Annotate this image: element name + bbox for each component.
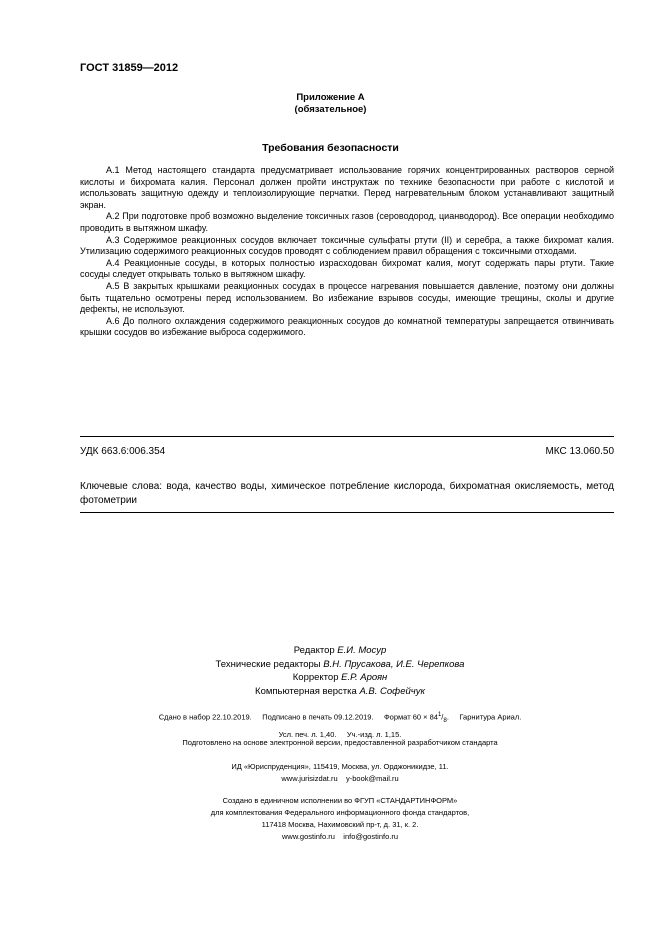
paragraph-a1: А.1 Метод настоящего стандарта предусматривает использование горячих концентрированных растворов серной кислоты и бихромата калия. Персонал должен пройти инструктаж по технике безопасности при работе с кислотой и использовать защитную одежду и теплоизолирующие перчатки. Перед нагревательным блоком устанавливают защитный экран. xyxy=(80,165,614,210)
producer-email-link[interactable]: info@gostinfo.ru xyxy=(343,832,399,841)
annex-status: (обязательное) xyxy=(294,104,367,115)
print-info-line2: Усл. печ. л. 1,40. Уч.-изд. л. 1,15. xyxy=(278,730,402,739)
producer-info: Создано в единичном исполнении во ФГУП «СТАНДАРТИНФОРМ» для комплектования Федерального информационного фонда стандартов, 117418 Москва, Нахимовский пр-т, д. 31, к. 2. www.gostinfo.ru info@gostinfo.ru xyxy=(210,796,470,841)
producer-site-link[interactable]: www.gostinfo.ru xyxy=(281,832,335,841)
print-info xyxy=(60,708,620,742)
prepared-note: Подготовлено на основе электронной версии, предоставленной разработчиком стандарта xyxy=(182,738,498,747)
bottom-divider xyxy=(80,512,614,513)
credit-corrector: Корректор Е.Р. Ароян xyxy=(292,672,388,683)
mks-code: МКС 13.060.50 xyxy=(545,446,614,457)
top-divider xyxy=(80,436,614,437)
standard-number-header: ГОСТ 31859—2012 xyxy=(80,62,179,74)
safety-requirements-text xyxy=(80,165,614,339)
paragraph-a5: А.5 В закрытых крышками реакционных сосудах в процессе нагревания повышается давление, поэтому они должны быть тщательно осмотрены перед использованием. Во избежание взрывов сосуды, имеющие трещины, сколы и другие дефекты, не используют. xyxy=(80,280,614,315)
annex-title: Приложение А xyxy=(296,92,365,103)
credits-block xyxy=(150,644,530,698)
udk-code: УДК 663.6:006.354 xyxy=(80,446,166,457)
paragraph-a6: А.6 До полного охлаждения содержимого реакционных сосудов до комнатной температуры запрещается отвинчивать крышки сосудов во избежание выброса содержимого. xyxy=(80,315,614,338)
publisher-email-link[interactable]: y-book@mail.ru xyxy=(345,774,399,783)
paragraph-a4: А.4 Реакционные сосуды, в которых полностью израсходован бихромат калия, могут содержать пары ртути. Такие сосуды следует открывать только в вытяжном шкафу. xyxy=(80,257,614,280)
credit-layout: Компьютерная верстка А.В. Софейчук xyxy=(255,685,425,697)
publisher-info: ИД «Юриспруденция», 115419, Москва, ул. Орджоникидзе, 11. www.jurisizdat.ru y-book@mail.ru xyxy=(231,762,449,783)
paragraph-a2: А.2 При подготовке проб возможно выделение токсичных газов (сероводород, цианводород). Все операции необходимо проводить в вытяжном шкафу. xyxy=(80,211,614,233)
print-info-line1: Сдано в набор 22.10.2019. Подписано в печать 09.12.2019. Формат $60 \times 84^1/_8$. Гарнитура Ариал. xyxy=(158,712,522,724)
keywords: Ключевые слова: вода, качество воды, химическое потребление кислорода, бихроматная окисляемость, метод фотометрии xyxy=(80,481,614,506)
section-title: Требования безопасности xyxy=(262,142,399,154)
credit-editor: Редактор Е.И. Мосур xyxy=(293,645,387,656)
credit-tech-editors: Технические редакторы В.Н. Прусакова, И.Е. Черепкова xyxy=(215,658,465,670)
paragraph-a3: А.3 Содержимое реакционных сосудов включает токсичные сульфаты ртути (II) и серебра, а также бихромат калия. Утилизацию содержимого реакционных сосудов проводят с соблюдением правил обращения с токсичными отходами. xyxy=(80,234,614,257)
publisher-site-link[interactable]: www.jurisizdat.ru xyxy=(281,774,338,783)
